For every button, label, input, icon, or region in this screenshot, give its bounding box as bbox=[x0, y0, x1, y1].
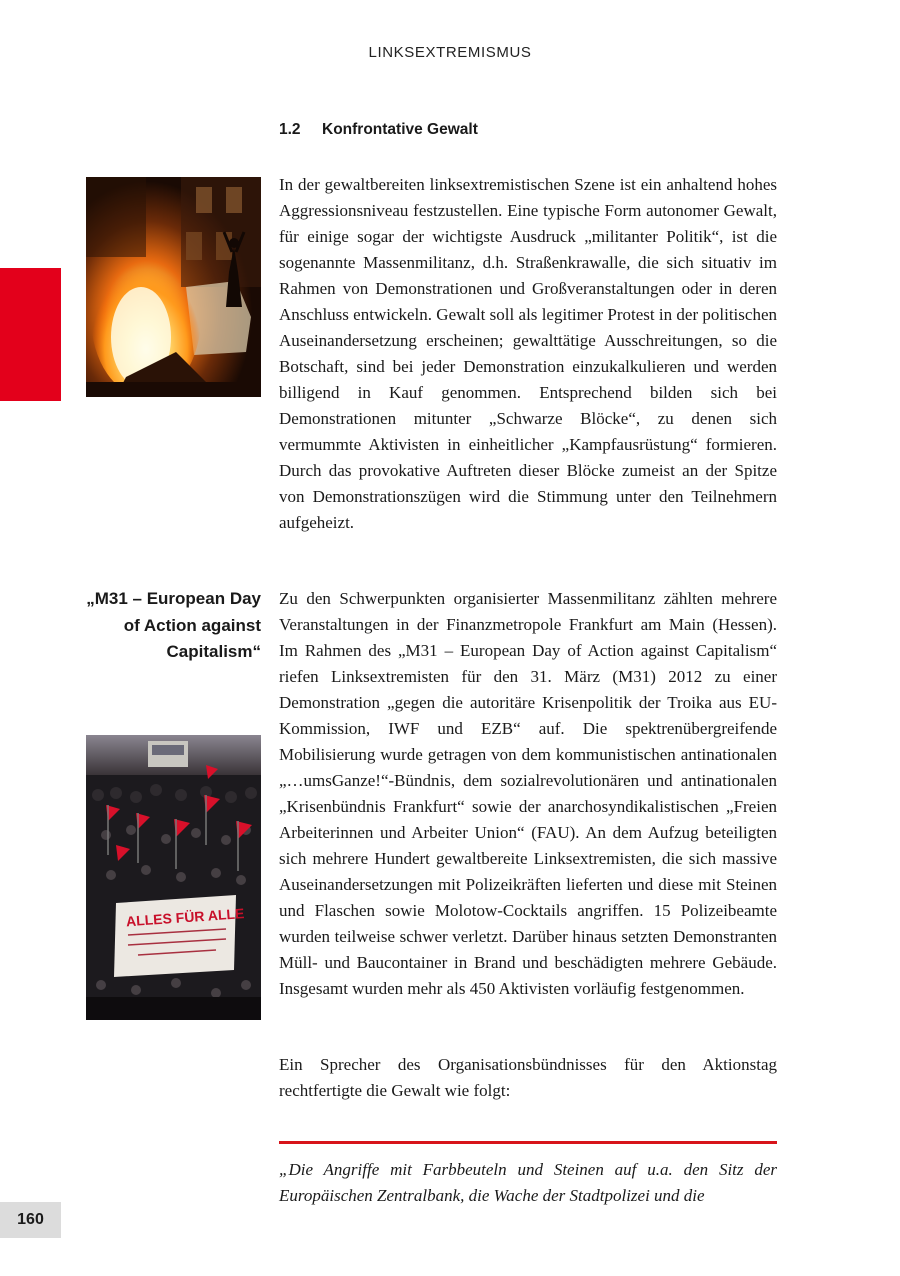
margin-heading-m31: „M31 – European Day of Action against Capitalism“ bbox=[86, 589, 261, 661]
running-header: LINKSEXTREMISMUS bbox=[368, 44, 532, 61]
paragraph-spokesperson: Ein Sprecher des Organisationsbündnisses für den Aktionstag rechtfertigte die Gewalt wie folgt: bbox=[279, 1055, 777, 1100]
section-heading bbox=[279, 121, 478, 139]
quote-divider bbox=[279, 1141, 777, 1144]
block-quote: „Die Angriffe mit Farbbeuteln und Steinen auf u.a. den Sitz der Europäischen Zentralbank, die Wache der Stadtpolizei und die bbox=[279, 1160, 777, 1205]
demonstration-crowd-photo bbox=[86, 735, 261, 1020]
paragraph-m31-frankfurt: Zu den Schwerpunkten organisierter Massenmilitanz zählten mehrere Veranstaltungen in der Finanzmetropole Frankfurt am Main (Hessen). Im Rahmen des „M31 – European Day of Action against Capitalism“ riefen Linksextremisten für den 31. März (M31) 2012 zu einer Demonstration „gegen die autoritäre Krisenpolitik der Troika aus EU-Kommission, IWF und EZB“ auf. Die spektrenübergreifende Mobilisierung wurde getragen von dem kommunistischen antinationalen „…umsGanze!“-Bündnis, dem sozialrevolutionären und antinationalen „Krisenbündnis Frankfurt“ sowie der anarchosyndikalistischen „Freien Arbeiterinnen und Arbeiter Union“ (FAU). An dem Aufzug beteiligten sich mehrere Hundert gewaltbereite Linksextremisten, die sich massive Auseinandersetzungen mit Polizeikräften lieferten und diese mit Steinen und Flaschen sowie Molotow-Cocktails angriffen. 15 Polizeibeamte wurden teilweise schwer verletzt. Darüber hinaus setzten Demonstranten Müll- und Baucontainer in Brand und beschädigten mehrere Gebäude. Insgesamt wurden mehr als 450 Aktivisten vorläufig festgenommen. bbox=[279, 589, 777, 998]
page-number: 160 bbox=[0, 1202, 61, 1238]
section-number: 1.2 bbox=[279, 121, 301, 138]
section-title: Konfrontative Gewalt bbox=[322, 121, 478, 138]
banner-text: ALLES FÜR ALLE bbox=[125, 905, 245, 930]
street-riot-fire-photo bbox=[86, 177, 261, 397]
chapter-marker-tab bbox=[0, 268, 61, 401]
paragraph-massenmilitanz: In der gewaltbereiten linksextremistischen Szene ist ein anhaltend hohes Aggressionsniveau festzustellen. Eine typische Form autonomer Gewalt, für einige sogar der wichtigste Ausdruck „militanter Politik“, ist die sogenannte Massenmilitanz, d.h. Straßenkrawalle, die sich situativ im Rahmen von Demonstrationen und Großveranstaltungen oder in deren Anschluss entwickeln. Gewalt soll als legitimer Protest in der politischen Auseinandersetzung erscheinen; gewalttätige Ausschreitungen, so die Botschaft, sind bei jeder Demonstration einzukalkulieren und werden billigend in Kauf genommen. Entsprechend bilden sich bei Demonstrationen mitunter „Schwarze Blöcke“, zu denen sich vermummte Aktivisten in einheitlicher „Kampfausrüstung“ formieren. Durch das provokative Auftreten dieser Blöcke zumeist an der Spitze von Demonstrationszügen wird die Stimmung unter den Teilnehmern aufgeheizt. bbox=[279, 175, 777, 532]
